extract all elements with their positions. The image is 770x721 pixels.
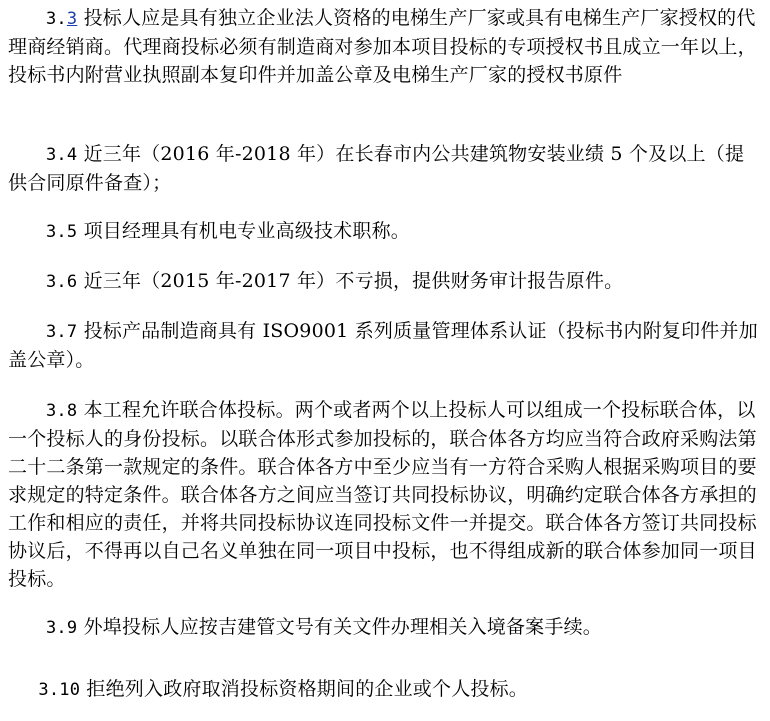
- clause-3-4: [8, 140, 763, 197]
- clause-text: 项目经理具有机电专业高级技术职称。: [83, 220, 410, 242]
- clause-number: 3.10: [38, 680, 81, 700]
- clause-3-5: [8, 217, 763, 246]
- clause-number: 3.6: [46, 272, 78, 292]
- clause-text: 拒绝列入政府取消投标资格期间的企业或个人投标。: [86, 678, 528, 700]
- clause-text: 近三年（2016 年-2018 年）在长春市内公共建筑物安装业绩 5 个及以上（提供合同原件备查）；: [8, 143, 745, 194]
- clause-3-10: [8, 675, 763, 704]
- clause-text: 外埠投标人应按吉建管文号有关文件办理相关入境备案手续。: [83, 616, 602, 638]
- clause-number: 3.4: [46, 145, 78, 165]
- clause-number: 3.7: [46, 322, 78, 342]
- clause-text: 本工程允许联合体投标。两个或者两个以上投标人可以组成一个投标联合体，以一个投标人的身份投标。以联合体形式参加投标的，联合体各方均应当符合政府采购法第二十二条第一款规定的条件。联合体各方中至少应当有一方符合采购人根据采购项目的要求规定的特定条件。联合体各方之间应当签订共同投标协议，明确约定联合体各方承担的工作和相应的责任，并将共同投标协议连同投标文件一并提交。联合体各方签订共同投标协议后，不得再以自己名义单独在同一项目中投标，也不得组成新的联合体参加同一项目投标。: [8, 399, 757, 590]
- clause-number: 3.9: [46, 618, 78, 638]
- clause-3-8: [8, 396, 763, 593]
- clause-number: 3.5: [46, 222, 78, 242]
- clause-text: 投标产品制造商具有 ISO9001 系列质量管理体系认证（投标书内附复印件并加盖公章）。: [8, 320, 758, 371]
- clause-3-3: [8, 4, 763, 89]
- clause-number: 3.8: [46, 401, 78, 421]
- clause-number: 3.: [46, 9, 67, 29]
- clause-3-9: [8, 613, 763, 642]
- clause-text: 投标人应是具有独立企业法人资格的电梯生产厂家或具有电梯生产厂家授权的代理商经销商。代理商投标必须有制造商对参加本项目投标的专项授权书且成立一年以上，投标书内附营业执照副本复印件并加盖公章及电梯生产厂家的授权书原件: [8, 7, 757, 86]
- clause-3-7: [8, 317, 763, 374]
- clause-text: 近三年（2015 年-2017 年）不亏损，提供财务审计报告原件。: [83, 270, 624, 292]
- clause-number-link[interactable]: 3: [66, 9, 78, 29]
- clause-3-6: [8, 267, 763, 296]
